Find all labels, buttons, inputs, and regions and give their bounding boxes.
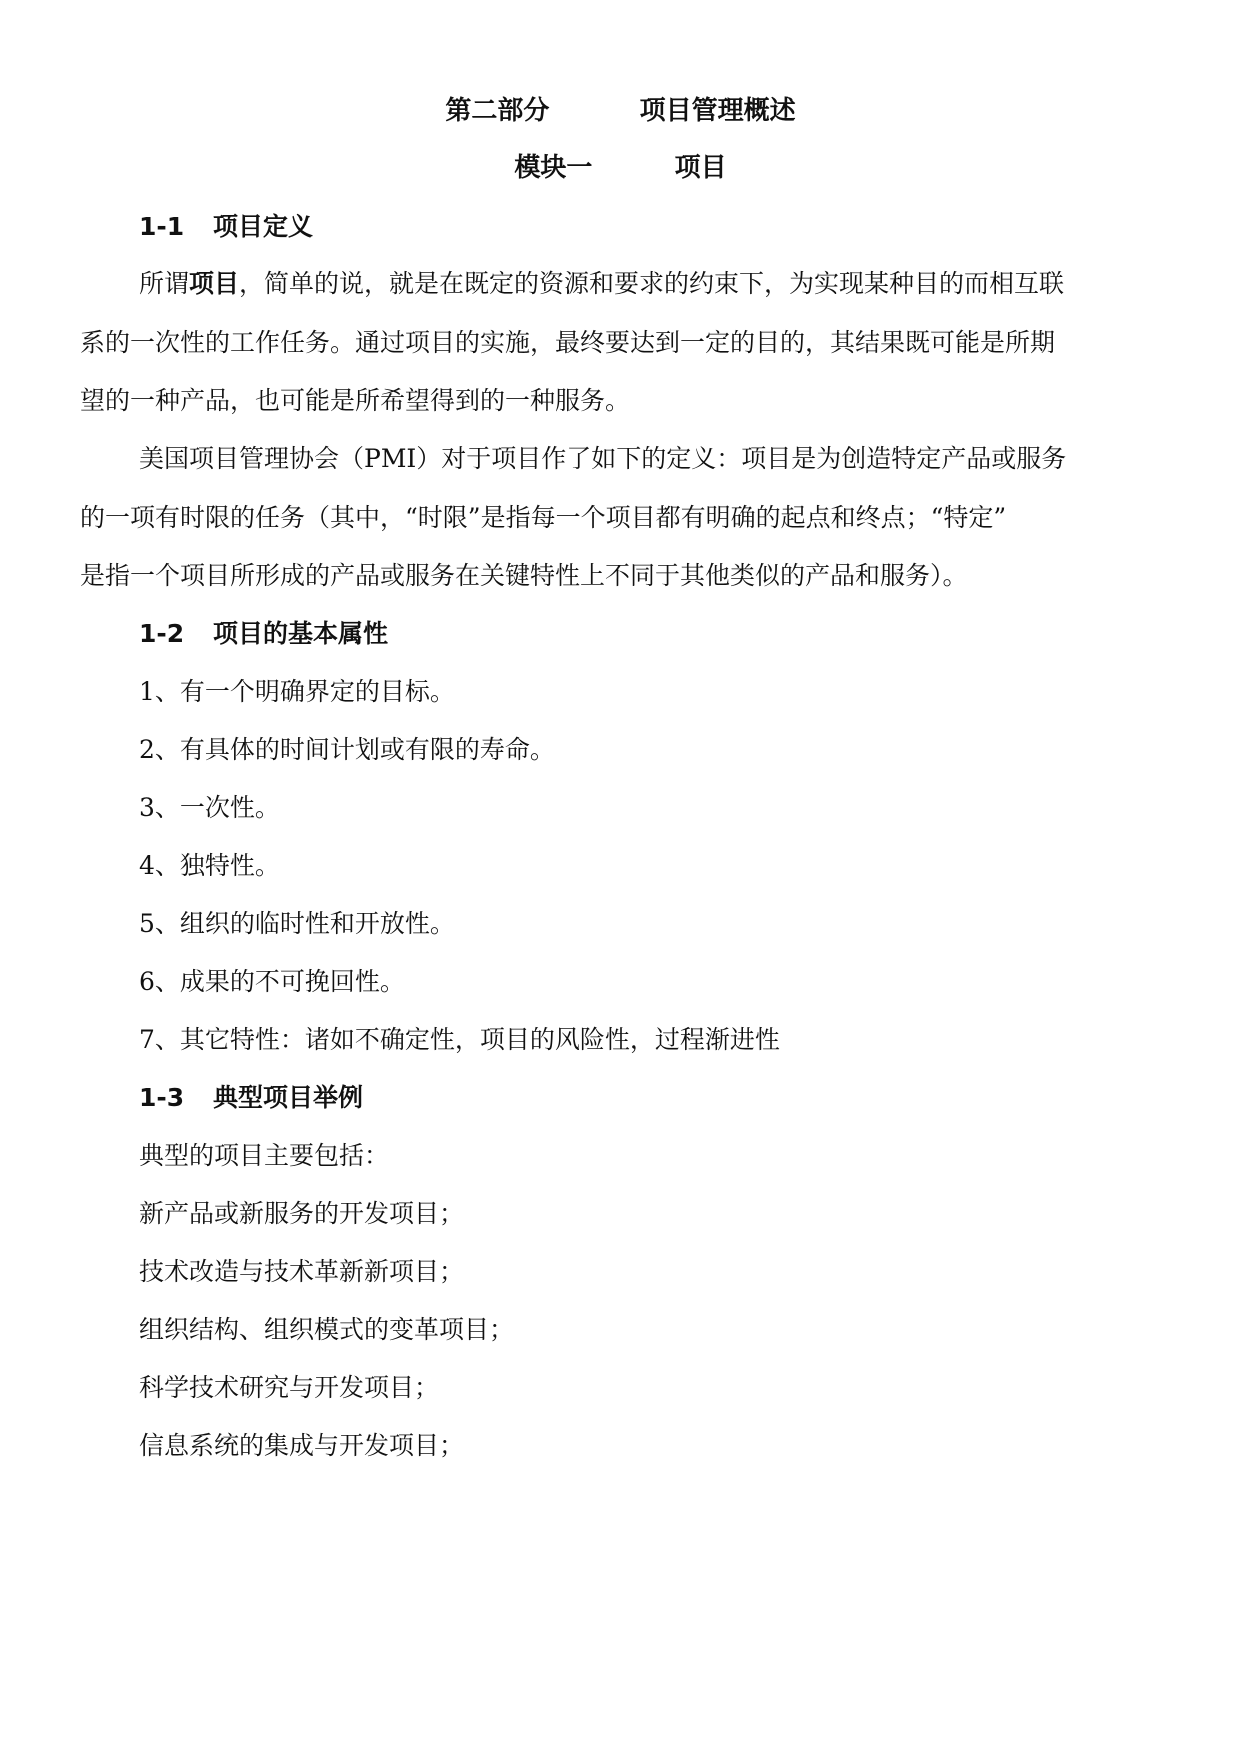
list-item: 7、其它特性：诸如不确定性，项目的风险性，过程渐进性: [139, 1025, 780, 1054]
list-item: 4、独特性。: [139, 851, 280, 880]
section-title: 项目定义: [213, 212, 314, 241]
list-item: 新产品或新服务的开发项目；: [139, 1199, 465, 1228]
section-title: 项目的基本属性: [213, 619, 389, 648]
text-run: 所谓: [139, 269, 190, 298]
module-label: 模块一: [514, 153, 593, 183]
intro-line: 典型的项目主要包括：: [139, 1141, 390, 1170]
list-item: 组织结构、组织模式的变革项目；: [139, 1315, 515, 1344]
section-number: 1-2: [139, 619, 185, 648]
text-run: ，简单的说，就是在既定的资源和要求的约束下，为实现某种目的而相互联: [239, 269, 1065, 298]
paragraph-line: 的一项有时限的任务（其中，“时限”是指每一个项目都有明确的起点和终点；“特定”: [80, 503, 1007, 532]
part-label: 第二部分: [445, 96, 550, 126]
list-item: 信息系统的集成与开发项目；: [139, 1431, 465, 1460]
list-item: 技术改造与技术革新新项目；: [139, 1257, 465, 1286]
paragraph-line: [139, 267, 1064, 301]
list-item: 科学技术研究与开发项目；: [139, 1373, 440, 1402]
section-number: 1-1: [139, 212, 185, 241]
part-title: [0, 93, 1241, 129]
bold-term: 项目: [189, 269, 240, 298]
module-name: 项目: [674, 153, 727, 183]
list-item: 1、有一个明确界定的目标。: [139, 677, 455, 706]
section-heading-1-1: [139, 210, 313, 244]
section-heading-1-3: [139, 1081, 363, 1115]
list-item: 3、一次性。: [139, 793, 280, 822]
paragraph-line: 系的一次性的工作任务。通过项目的实施，最终要达到一定的目的，其结果既可能是所期: [80, 328, 1056, 357]
section-heading-1-2: [139, 617, 388, 651]
paragraph-line: 望的一种产品，也可能是所希望得到的一种服务。: [80, 386, 631, 415]
paragraph-line: 是指一个项目所形成的产品或服务在关键特性上不同于其他类似的产品和服务）。: [80, 561, 968, 590]
section-title: 典型项目举例: [213, 1083, 364, 1112]
list-item: 2、有具体的时间计划或有限的寿命。: [139, 735, 555, 764]
part-name: 项目管理概述: [639, 96, 796, 126]
paragraph-line: 美国项目管理协会（PMI）对于项目作了如下的定义：项目是为创造特定产品或服务: [139, 444, 1067, 473]
list-item: 5、组织的临时性和开放性。: [139, 909, 455, 938]
list-item: 6、成果的不可挽回性。: [139, 967, 405, 996]
module-title: [0, 150, 1241, 186]
section-number: 1-3: [139, 1083, 185, 1112]
